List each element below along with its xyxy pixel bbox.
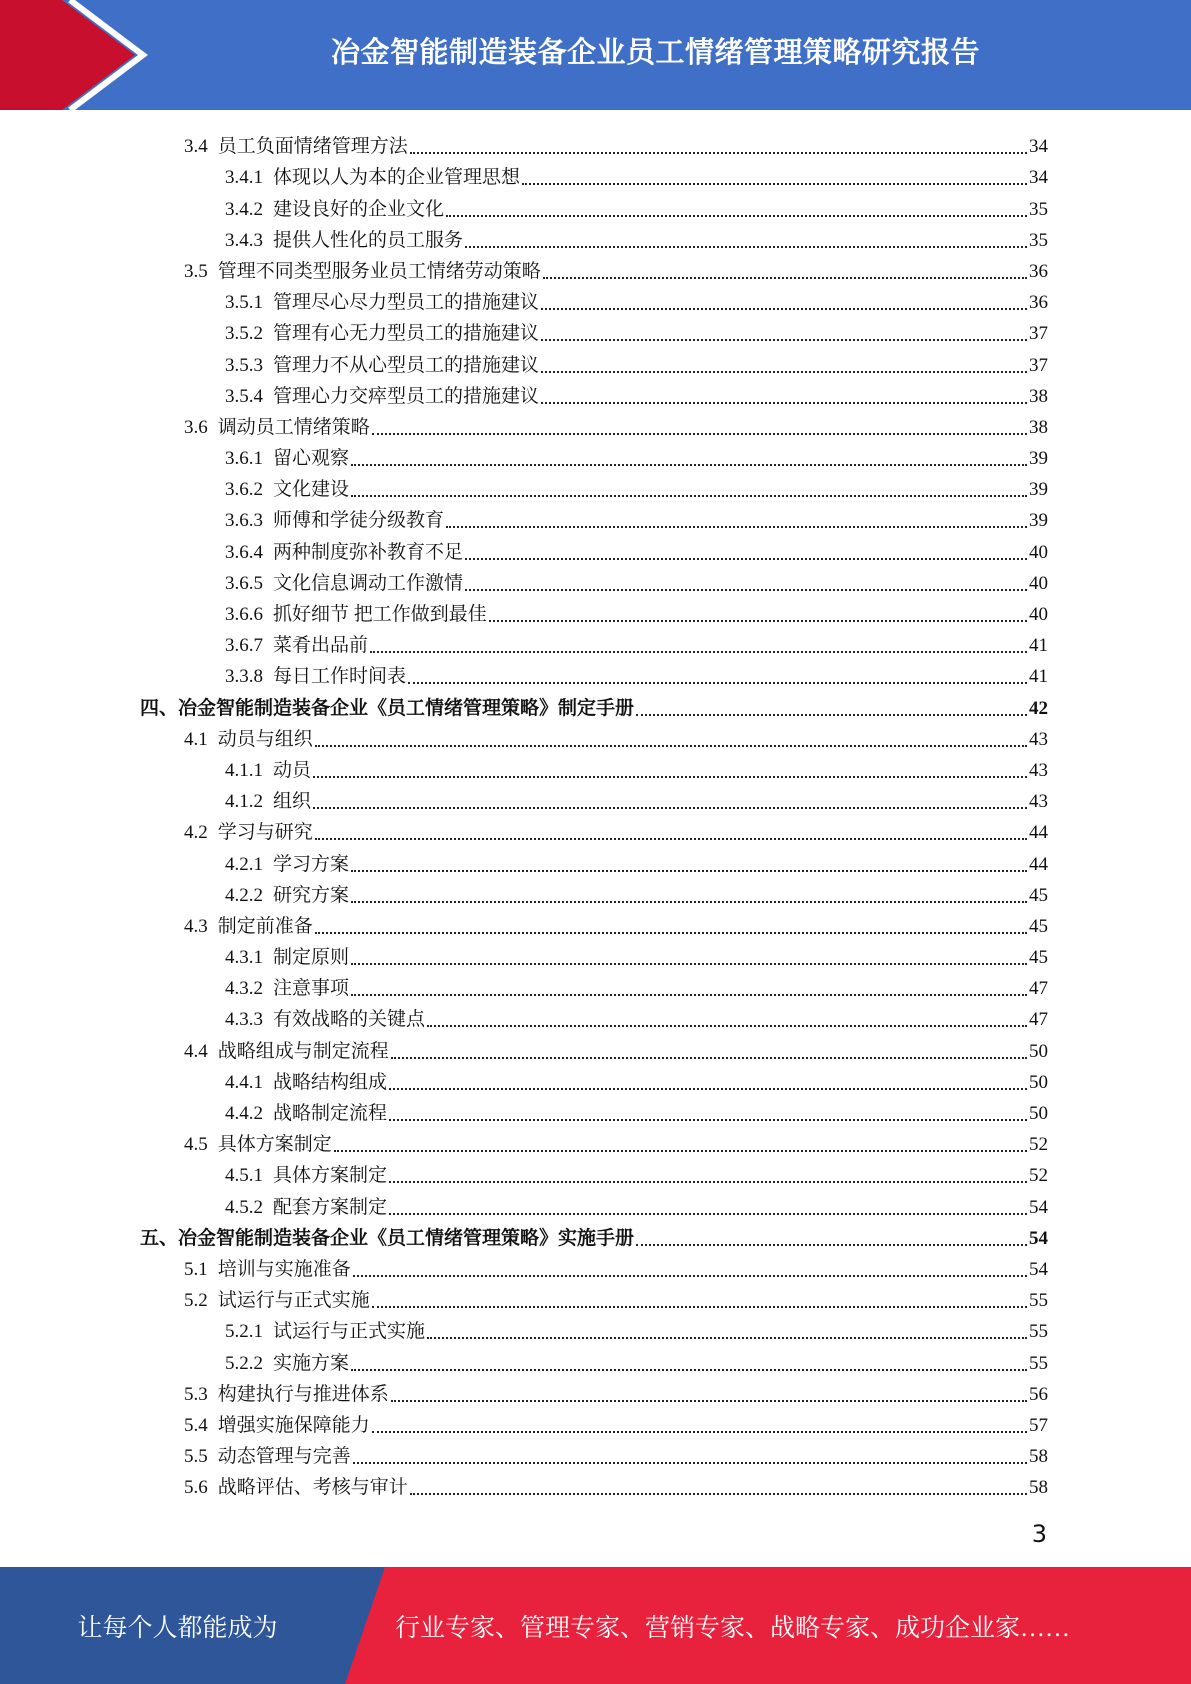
footer-slogan-right: 行业专家、管理专家、营销专家、战略专家、成功企业家…… <box>395 1614 1071 1642</box>
toc-section-entry[interactable] <box>140 814 1048 845</box>
toc-subsection-entry[interactable] <box>140 1344 1048 1375</box>
toc-page-number: 45 <box>1029 947 1048 969</box>
toc-subsection-entry[interactable] <box>140 1157 1048 1188</box>
toc-page-number: 55 <box>1029 1352 1048 1374</box>
toc-subsection-entry[interactable] <box>140 471 1048 502</box>
toc-section-entry[interactable] <box>140 1126 1048 1157</box>
toc-subsection-entry[interactable] <box>140 877 1048 908</box>
toc-entry-number: 4.2.1 <box>225 853 263 875</box>
toc-entry-number: 5.2 <box>184 1290 208 1312</box>
toc-subsection-entry[interactable] <box>140 159 1048 190</box>
toc-entry-title: 提供人性化的员工服务 <box>273 229 464 251</box>
toc-entry-title: 建设良好的企业文化 <box>273 198 445 220</box>
toc-entry-title: 文化信息调动工作激情 <box>273 572 464 594</box>
page-footer <box>0 1567 1191 1684</box>
toc-entry-number: 4.4.1 <box>225 1071 263 1093</box>
toc-entry-title: 管理有心无力型员工的措施建议 <box>273 323 540 345</box>
toc-subsection-entry[interactable] <box>140 284 1048 315</box>
toc-dot-leader <box>353 1462 1027 1464</box>
toc-dot-leader <box>465 558 1027 560</box>
toc-page-number: 52 <box>1029 1165 1048 1187</box>
toc-entry-number: 3.5.1 <box>225 292 263 314</box>
toc-entry-title: 制定前准备 <box>217 915 313 937</box>
page-header <box>0 0 1191 110</box>
toc-page-number: 58 <box>1029 1446 1048 1468</box>
toc-entry-number: 3.6.3 <box>225 510 263 532</box>
toc-page-number: 37 <box>1029 354 1048 376</box>
toc-section-entry[interactable] <box>140 1469 1048 1500</box>
toc-entry-title: 管理尽心尽力型员工的措施建议 <box>273 292 540 314</box>
toc-entry-title: 试运行与正式实施 <box>273 1321 426 1343</box>
toc-dot-leader <box>334 1150 1027 1152</box>
toc-page-number: 44 <box>1029 853 1048 875</box>
toc-entry-title: 两种制度弥补教育不足 <box>273 541 464 563</box>
toc-entry-number: 3.6 <box>184 416 208 438</box>
toc-subsection-entry[interactable] <box>140 627 1048 658</box>
toc-page-number: 39 <box>1029 479 1048 501</box>
toc-entry-number: 4.5 <box>184 1134 208 1156</box>
toc-chapter-entry[interactable] <box>140 689 1048 720</box>
toc-dot-leader <box>391 1400 1027 1402</box>
toc-dot-leader <box>636 714 1027 716</box>
toc-entry-title: 管理心力交瘁型员工的措施建议 <box>273 385 540 407</box>
toc-dot-leader <box>636 1244 1027 1246</box>
toc-entry-number: 5.2.2 <box>225 1352 263 1374</box>
toc-dot-leader <box>489 620 1027 622</box>
toc-section-entry[interactable] <box>140 409 1048 440</box>
toc-dot-leader <box>372 1306 1027 1308</box>
toc-page-number: 37 <box>1029 323 1048 345</box>
toc-entry-number: 五、 <box>140 1227 179 1249</box>
toc-subsection-entry[interactable] <box>140 1313 1048 1344</box>
toc-page-number: 44 <box>1029 822 1048 844</box>
toc-subsection-entry[interactable] <box>140 190 1048 221</box>
toc-entry-number: 4.2.2 <box>225 884 263 906</box>
toc-page-number: 39 <box>1029 448 1048 470</box>
toc-entry-number: 4.3.3 <box>225 1009 263 1031</box>
toc-page-number: 55 <box>1029 1290 1048 1312</box>
toc-entry-title: 体现以人为本的企业管理思想 <box>273 167 521 189</box>
toc-page-number: 55 <box>1029 1321 1048 1343</box>
toc-dot-leader <box>522 183 1027 185</box>
toc-page-number: 45 <box>1029 915 1048 937</box>
toc-dot-leader <box>372 1431 1027 1433</box>
toc-entry-title: 冶金智能制造装备企业《员工情绪管理策略》实施手册 <box>178 1227 635 1249</box>
toc-entry-number: 3.4.2 <box>225 198 263 220</box>
toc-entry-number: 3.5 <box>184 260 208 282</box>
toc-entry-number: 3.5.2 <box>225 323 263 345</box>
toc-entry-title: 注意事项 <box>273 978 350 1000</box>
toc-section-entry[interactable] <box>140 1407 1048 1438</box>
toc-entry-title: 留心观察 <box>273 448 350 470</box>
toc-page-number: 43 <box>1029 728 1048 750</box>
toc-entry-title: 配套方案制定 <box>273 1196 388 1218</box>
toc-subsection-entry[interactable] <box>140 939 1048 970</box>
toc-page-number: 35 <box>1029 229 1048 251</box>
toc-entry-title: 动态管理与完善 <box>217 1446 351 1468</box>
toc-page-number: 54 <box>1029 1227 1048 1249</box>
toc-entry-title: 动员 <box>273 759 312 781</box>
toc-page-number: 50 <box>1029 1071 1048 1093</box>
toc-entry-title: 员工负面情绪管理方法 <box>217 136 408 158</box>
toc-page-number: 38 <box>1029 385 1048 407</box>
toc-page-number: 45 <box>1029 884 1048 906</box>
toc-dot-leader <box>315 745 1027 747</box>
toc-subsection-entry[interactable] <box>140 1188 1048 1219</box>
toc-dot-leader <box>351 870 1027 872</box>
toc-page-number: 40 <box>1029 541 1048 563</box>
toc-subsection-entry[interactable] <box>140 565 1048 596</box>
toc-page-number: 50 <box>1029 1040 1048 1062</box>
toc-subsection-entry[interactable] <box>140 346 1048 377</box>
toc-section-entry[interactable] <box>140 128 1048 159</box>
toc-entry-title: 具体方案制定 <box>217 1134 332 1156</box>
toc-page-number: 36 <box>1029 292 1048 314</box>
toc-page-number: 35 <box>1029 198 1048 220</box>
toc-page-number: 43 <box>1029 759 1048 781</box>
toc-entry-number: 3.6.7 <box>225 635 263 657</box>
toc-page-number: 52 <box>1029 1134 1048 1156</box>
toc-entry-number: 5.2.1 <box>225 1321 263 1343</box>
toc-entry-title: 组织 <box>273 791 312 813</box>
toc-entry-title: 管理不同类型服务业员工情绪劳动策略 <box>217 260 541 282</box>
toc-entry-number: 4.1 <box>184 728 208 750</box>
toc-dot-leader <box>541 308 1027 310</box>
toc-dot-leader <box>541 339 1027 341</box>
toc-dot-leader <box>389 1213 1027 1215</box>
toc-entry-number: 5.5 <box>184 1446 208 1468</box>
toc-entry-title: 菜肴出品前 <box>273 635 369 657</box>
toc-dot-leader <box>351 963 1027 965</box>
toc-subsection-entry[interactable] <box>140 845 1048 876</box>
toc-dot-leader <box>446 526 1027 528</box>
toc-page-number: 41 <box>1029 635 1048 657</box>
toc-page-number: 57 <box>1029 1414 1048 1436</box>
toc-entry-title: 战略制定流程 <box>273 1103 388 1124</box>
toc-page-number: 40 <box>1029 604 1048 625</box>
toc-entry-title: 师傅和学徒分级教育 <box>273 510 445 532</box>
toc-section-entry[interactable] <box>140 721 1048 752</box>
footer-slogan-left: 让每个人都能成为 <box>77 1614 278 1642</box>
toc-dot-leader <box>351 495 1027 497</box>
toc-dot-leader <box>427 1025 1027 1027</box>
toc-entry-title: 具体方案制定 <box>273 1165 388 1187</box>
toc-subsection-entry[interactable] <box>140 970 1048 1001</box>
toc-entry-number: 4.5.1 <box>225 1165 263 1187</box>
toc-entry-number: 4.4.2 <box>225 1103 263 1124</box>
toc-dot-leader <box>541 402 1027 404</box>
toc-dot-leader <box>313 776 1027 778</box>
toc-page-number: 34 <box>1029 136 1048 158</box>
page-number: 3 <box>1031 1520 1047 1548</box>
toc-section-entry[interactable] <box>140 1282 1048 1313</box>
toc-entry-title: 动员与组织 <box>217 728 313 750</box>
toc-entry-title: 战略评估、考核与审计 <box>217 1477 408 1499</box>
toc-dot-leader <box>408 682 1027 684</box>
toc-subsection-entry[interactable] <box>140 378 1048 409</box>
toc-entry-title: 增强实施保障能力 <box>217 1414 370 1436</box>
toc-entry-number: 5.3 <box>184 1383 208 1405</box>
toc-page-number: 42 <box>1029 697 1048 719</box>
toc-subsection-entry[interactable] <box>140 1001 1048 1032</box>
toc-entry-number: 3.3.8 <box>225 666 263 688</box>
toc-dot-leader <box>313 807 1027 809</box>
toc-entry-title: 学习方案 <box>273 853 350 875</box>
toc-entry-title: 文化建设 <box>273 479 350 501</box>
report-title: 冶金智能制造装备企业员工情绪管理策略研究报告 <box>330 34 980 69</box>
toc-dot-leader <box>351 1369 1027 1371</box>
toc-dot-leader <box>389 1119 1027 1121</box>
toc-subsection-entry[interactable] <box>140 1095 1048 1126</box>
toc-section-entry[interactable] <box>140 1376 1048 1407</box>
toc-dot-leader <box>389 1088 1027 1090</box>
toc-section-entry[interactable] <box>140 253 1048 284</box>
toc-dot-leader <box>315 932 1027 934</box>
toc-entry-number: 4.1.1 <box>225 759 263 781</box>
toc-dot-leader <box>543 277 1027 279</box>
toc-dot-leader <box>389 1181 1027 1183</box>
toc-subsection-entry[interactable] <box>140 533 1048 564</box>
toc-entry-title: 培训与实施准备 <box>217 1258 351 1280</box>
toc-subsection-entry[interactable] <box>140 502 1048 533</box>
toc-entry-number: 3.6.4 <box>225 541 263 563</box>
toc-page-number: 39 <box>1029 510 1048 532</box>
toc-entry-title: 有效战略的关键点 <box>273 1009 426 1031</box>
toc-dot-leader <box>410 152 1027 154</box>
toc-entry-number: 3.5.3 <box>225 354 263 376</box>
toc-dot-leader <box>427 1337 1027 1339</box>
toc-entry-title: 学习与研究 <box>217 822 313 844</box>
toc-entry-title: 试运行与正式实施 <box>217 1290 370 1312</box>
toc-dot-leader <box>465 589 1027 591</box>
toc-dot-leader <box>370 651 1027 653</box>
toc-page-number: 40 <box>1029 572 1048 594</box>
toc-chapter-entry[interactable] <box>140 1220 1048 1251</box>
toc-page-number: 47 <box>1029 978 1048 1000</box>
toc-entry-number: 3.6.5 <box>225 572 263 594</box>
toc-entry-number: 4.5.2 <box>225 1196 263 1218</box>
toc-section-entry[interactable] <box>140 1251 1048 1282</box>
toc-page-number: 50 <box>1029 1103 1048 1124</box>
toc-entry-title: 战略组成与制定流程 <box>217 1040 389 1062</box>
toc-entry-number: 5.6 <box>184 1477 208 1499</box>
toc-dot-leader <box>391 1057 1027 1059</box>
toc-dot-leader <box>541 371 1027 373</box>
toc-entry-number: 3.4.1 <box>225 167 263 189</box>
toc-section-entry[interactable] <box>140 1032 1048 1063</box>
toc-dot-leader <box>465 246 1027 248</box>
header-arrow-decoration <box>0 0 160 110</box>
toc-entry-number: 3.4.3 <box>225 229 263 251</box>
toc-entry-title: 制定原则 <box>273 947 350 969</box>
toc-entry-number: 3.5.4 <box>225 385 263 407</box>
toc-dot-leader <box>351 901 1027 903</box>
toc-entry-number: 3.6.2 <box>225 479 263 501</box>
toc-subsection-entry[interactable] <box>140 658 1048 689</box>
toc-dot-leader <box>315 838 1027 840</box>
toc-entry-number: 3.4 <box>184 136 208 158</box>
toc-entry-title: 实施方案 <box>273 1352 350 1374</box>
toc-page-number: 56 <box>1029 1383 1048 1405</box>
toc-subsection-entry[interactable] <box>140 1064 1048 1095</box>
toc-entry-number: 4.3.1 <box>225 947 263 969</box>
toc-entry-title: 管理力不从心型员工的措施建议 <box>273 354 540 376</box>
toc-dot-leader <box>372 433 1027 435</box>
table-of-contents <box>140 128 1048 1500</box>
toc-section-entry[interactable] <box>140 1438 1048 1469</box>
toc-entry-title: 冶金智能制造装备企业《员工情绪管理策略》制定手册 <box>178 697 635 719</box>
toc-entry-title: 构建执行与推进体系 <box>217 1383 389 1405</box>
toc-entry-number: 四、 <box>140 697 179 719</box>
toc-page-number: 38 <box>1029 416 1048 438</box>
toc-entry-number: 4.3 <box>184 915 208 937</box>
toc-entry-number: 5.4 <box>184 1414 208 1436</box>
toc-dot-leader <box>410 1493 1027 1495</box>
toc-subsection-entry[interactable] <box>140 752 1048 783</box>
toc-entry-number: 4.3.2 <box>225 978 263 1000</box>
toc-page-number: 54 <box>1029 1258 1048 1280</box>
toc-page-number: 43 <box>1029 791 1048 813</box>
toc-entry-title: 抓好细节 把工作做到最佳 <box>273 604 487 625</box>
toc-page-number: 54 <box>1029 1196 1048 1218</box>
toc-entry-number: 5.1 <box>184 1258 208 1280</box>
toc-entry-title: 每日工作时间表 <box>273 666 407 688</box>
toc-page-number: 36 <box>1029 260 1048 282</box>
toc-dot-leader <box>353 1275 1027 1277</box>
toc-entry-title: 研究方案 <box>273 884 350 906</box>
toc-section-entry[interactable] <box>140 908 1048 939</box>
toc-subsection-entry[interactable] <box>140 783 1048 814</box>
toc-page-number: 34 <box>1029 167 1048 189</box>
toc-entry-title: 调动员工情绪策略 <box>217 416 370 438</box>
toc-page-number: 47 <box>1029 1009 1048 1031</box>
toc-entry-number: 3.6.6 <box>225 604 263 625</box>
toc-entry-number: 4.4 <box>184 1040 208 1062</box>
toc-dot-leader <box>351 994 1027 996</box>
toc-dot-leader <box>351 464 1027 466</box>
toc-entry-number: 4.1.2 <box>225 791 263 813</box>
toc-entry-title: 战略结构组成 <box>273 1071 388 1093</box>
toc-entry-number: 4.2 <box>184 822 208 844</box>
toc-subsection-entry[interactable] <box>140 440 1048 471</box>
toc-dot-leader <box>446 215 1027 217</box>
toc-subsection-entry[interactable] <box>140 222 1048 253</box>
toc-page-number: 58 <box>1029 1477 1048 1499</box>
toc-page-number: 41 <box>1029 666 1048 688</box>
toc-subsection-entry[interactable] <box>140 315 1048 346</box>
toc-subsection-entry[interactable] <box>140 596 1048 627</box>
toc-entry-number: 3.6.1 <box>225 448 263 470</box>
